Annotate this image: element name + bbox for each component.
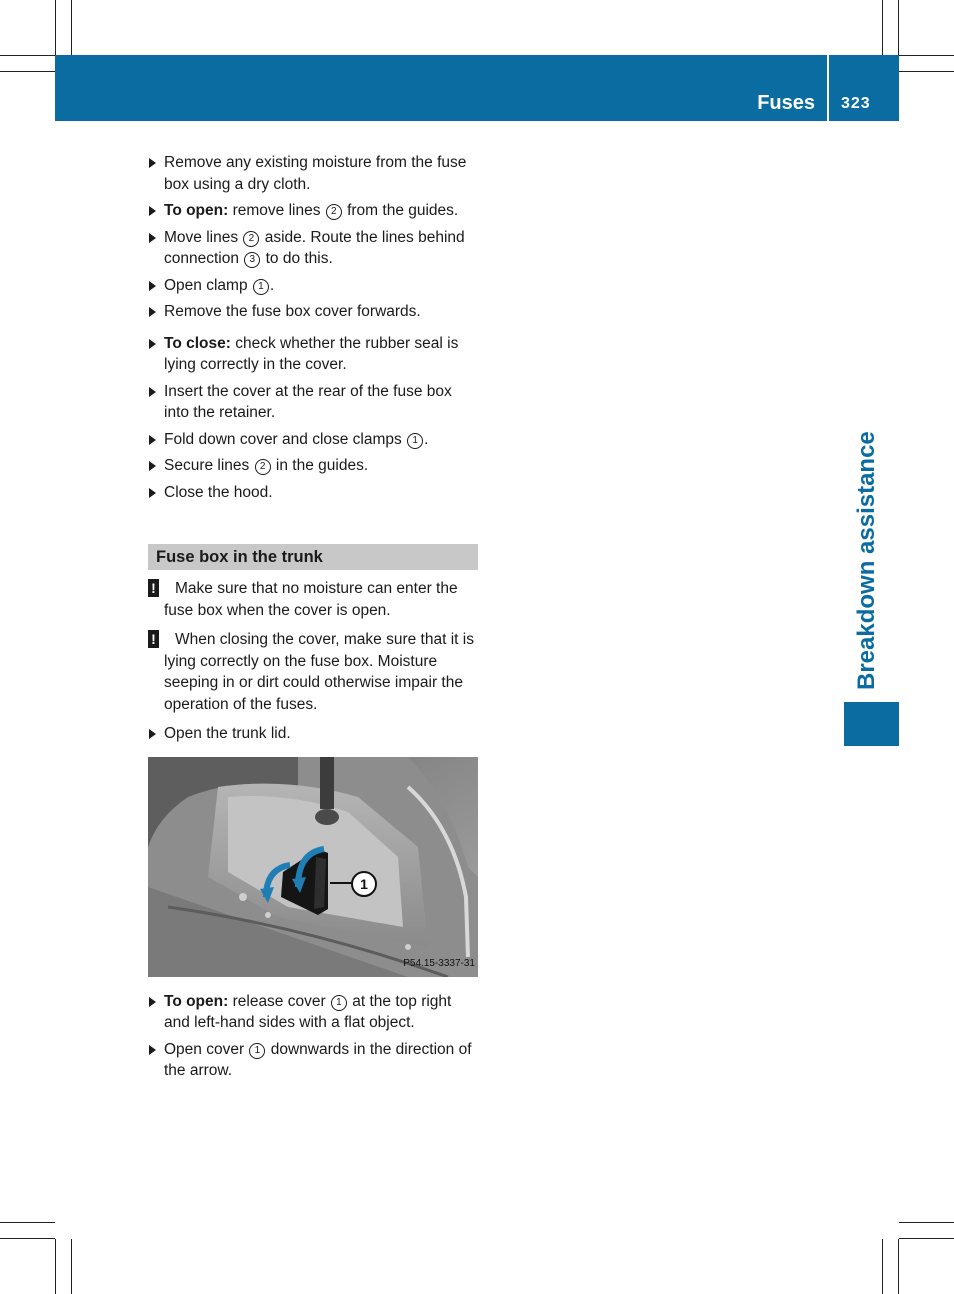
page-number: 323	[841, 95, 871, 112]
step-list-bottom	[148, 991, 478, 1082]
step-text: downwards in the direction of the arrow.	[164, 1040, 472, 1079]
instruction-step	[148, 152, 478, 195]
step-text: Remove any existing moisture from the fuse box using a dry cloth.	[164, 154, 467, 193]
step-text: Open cover	[164, 1040, 249, 1058]
content-column	[148, 152, 478, 1087]
step-list-close	[148, 333, 478, 504]
crop-mark	[0, 1222, 55, 1223]
crop-mark	[0, 55, 55, 56]
figure-code: P54.15-3337-31	[403, 958, 475, 969]
item-number-badge: 1	[249, 1043, 265, 1059]
crop-mark	[899, 71, 954, 72]
instruction-step	[148, 1039, 478, 1082]
step-text: remove lines	[232, 202, 325, 219]
warning-text: When closing the cover, make sure that it is lying correctly on the fuse box. Moisture seeping in or dirt could otherwise impair the operation of the fuses.	[164, 631, 474, 713]
warning-icon: !	[148, 579, 159, 597]
step-text: Open the trunk lid.	[164, 725, 291, 742]
warning-note	[148, 629, 478, 715]
side-tab-label: Breakdown assistance	[853, 431, 880, 690]
crop-mark	[898, 0, 899, 55]
step-lead: To open:	[164, 202, 229, 219]
step-text: in the guides.	[271, 457, 369, 474]
step-list-trunk	[148, 723, 478, 745]
item-number-badge: 2	[255, 459, 271, 475]
crop-mark	[899, 1238, 954, 1239]
trunk-fuse-box-photo	[148, 757, 478, 977]
instruction-step	[148, 381, 478, 424]
step-arrow-icon	[149, 729, 156, 739]
crop-mark	[71, 1239, 72, 1294]
instruction-step	[148, 333, 478, 376]
instruction-step	[148, 200, 478, 222]
instruction-step	[148, 429, 478, 451]
step-arrow-icon	[149, 1045, 156, 1055]
crop-mark	[899, 1222, 954, 1223]
crop-mark	[0, 1238, 55, 1239]
instruction-step	[148, 723, 478, 745]
section-title: Fuses	[757, 92, 815, 114]
header-divider	[827, 55, 829, 121]
item-number-badge: 3	[244, 252, 260, 268]
spacer	[148, 508, 478, 544]
step-arrow-icon	[149, 435, 156, 445]
step-text: Move lines	[164, 228, 243, 246]
step-text: .	[424, 430, 429, 448]
instruction-step	[148, 275, 478, 297]
step-list-open	[148, 152, 478, 323]
figure-callout: 1	[360, 875, 368, 892]
step-arrow-icon	[149, 233, 156, 243]
step-text: .	[269, 276, 275, 294]
step-text: release cover	[232, 992, 330, 1010]
section-heading: Fuse box in the trunk	[148, 544, 478, 570]
trunk-illustration	[148, 757, 478, 977]
item-number-badge: 1	[407, 433, 423, 449]
page-header	[55, 55, 899, 121]
step-text: at the top right and left-hand sides with a flat object.	[164, 992, 452, 1031]
step-lead: To open:	[164, 992, 229, 1010]
step-arrow-icon	[149, 339, 156, 349]
instruction-step	[148, 991, 478, 1034]
step-text: Fold down cover and close clamps	[164, 430, 407, 448]
step-arrow-icon	[149, 997, 156, 1007]
crop-mark	[55, 1239, 56, 1294]
step-text: to do this.	[261, 250, 333, 267]
instruction-step	[148, 227, 478, 270]
side-tab-block	[844, 702, 899, 746]
warning-icon: !	[148, 630, 159, 648]
crop-mark	[71, 0, 72, 55]
instruction-step	[148, 301, 478, 323]
crop-mark	[882, 0, 883, 55]
crop-mark	[0, 71, 55, 72]
step-arrow-icon	[149, 206, 156, 216]
crop-mark	[899, 55, 954, 56]
crop-mark	[882, 1239, 883, 1294]
step-arrow-icon	[149, 387, 156, 397]
item-number-badge: 1	[331, 995, 347, 1011]
step-text: from the guides.	[342, 202, 459, 219]
step-arrow-icon	[149, 307, 156, 317]
crop-mark	[898, 1239, 899, 1294]
step-arrow-icon	[149, 158, 156, 168]
step-arrow-icon	[149, 461, 156, 471]
step-arrow-icon	[149, 281, 156, 291]
item-number-badge: 2	[243, 231, 259, 247]
warning-text: Make sure that no moisture can enter the fuse box when the cover is open.	[164, 580, 458, 619]
warning-note	[148, 578, 478, 621]
step-lead: To close:	[164, 334, 231, 352]
instruction-step	[148, 482, 478, 504]
item-number-badge: 1	[253, 279, 269, 295]
step-text: Close the hood.	[164, 483, 273, 501]
step-text: Remove the fuse box cover forwards.	[164, 303, 421, 320]
step-text: check whether the rubber seal is lying correctly in the cover.	[164, 334, 459, 373]
crop-mark	[55, 0, 56, 55]
step-arrow-icon	[149, 488, 156, 498]
item-number-badge: 2	[326, 204, 342, 220]
step-text: Open clamp	[164, 276, 252, 294]
step-text: aside. Route the lines behind connection	[164, 228, 465, 267]
instruction-step	[148, 455, 478, 477]
step-text: Insert the cover at the rear of the fuse box into the retainer.	[164, 382, 452, 421]
step-text: Secure lines	[164, 457, 254, 474]
